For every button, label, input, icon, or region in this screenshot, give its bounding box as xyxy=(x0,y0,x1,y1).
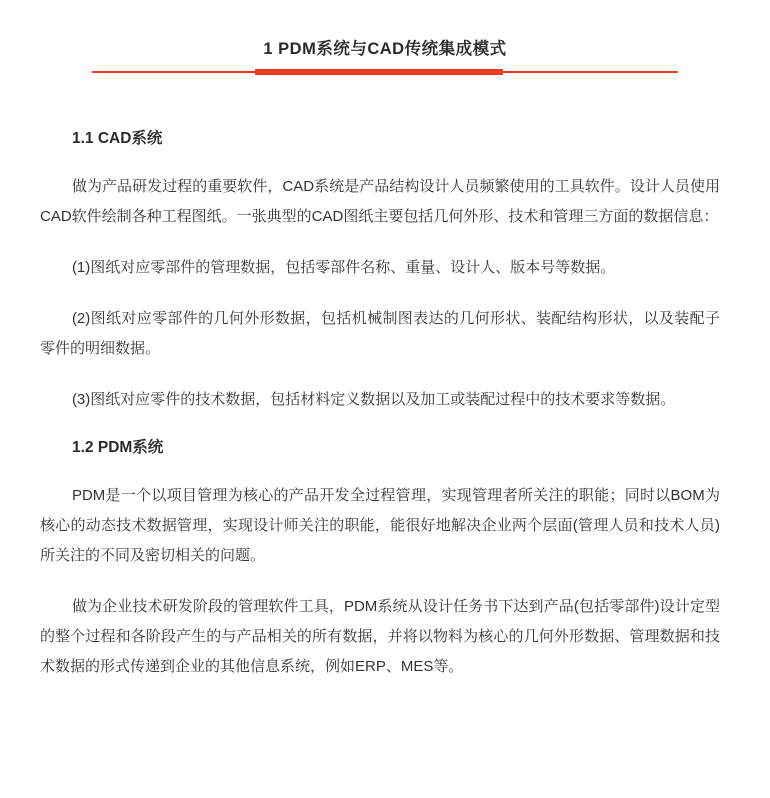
divider-thick-segment xyxy=(255,69,503,75)
page-title: 1 PDM系统与CAD传统集成模式 xyxy=(263,40,507,58)
section-heading-pdm: 1.2 PDM系统 xyxy=(72,439,164,456)
document-page xyxy=(0,38,770,798)
paragraph-pdm-intro: PDM是一个以项目管理为核心的产品开发全过程管理，实现管理者所关注的职能；同时以BOM为核心的动态技术数据管理，实现设计师关注的职能，能很好地解决企业两个层面(管理人员和技术人员)所关注的不同及密切相关的问题。 xyxy=(40,487,720,564)
title-divider xyxy=(92,69,678,75)
list-item-technical-data: (3)图纸对应零件的技术数据，包括材料定义数据以及加工或装配过程中的技术要求等数据。 xyxy=(71,391,676,408)
list-item-geometry-data: (2)图纸对应零部件的几何外形数据，包括机械制图表达的几何形状、装配结构形状，以及装配子零件的明细数据。 xyxy=(40,310,720,357)
document-body xyxy=(0,127,770,682)
list-item-management-data: (1)图纸对应零部件的管理数据，包括零部件名称、重量、设计人、版本号等数据。 xyxy=(71,259,616,276)
section-heading-cad: 1.1 CAD系统 xyxy=(72,130,163,147)
paragraph-pdm-role: 做为企业技术研发阶段的管理软件工具，PDM系统从设计任务书下达到产品(包括零部件)设计定型的整个过程和各阶段产生的与产品相关的所有数据，并将以物料为核心的几何外形数据、管理数据和技术数据的形式传递到企业的其他信息系统，例如ERP、MES等。 xyxy=(40,598,720,675)
paragraph-cad-intro: 做为产品研发过程的重要软件，CAD系统是产品结构设计人员频繁使用的工具软件。设计人员使用CAD软件绘制各种工程图纸。一张典型的CAD图纸主要包括几何外形、技术和管理三方面的数据信息： xyxy=(40,178,720,225)
